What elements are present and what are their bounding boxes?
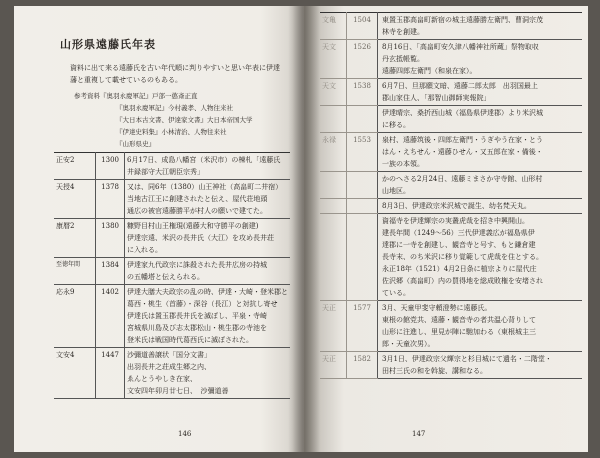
event-line: 伊達家九代政宗に誅殺された長井広房の持城 <box>127 261 267 269</box>
year-cell <box>347 214 378 301</box>
event-line: 伊達氏は置玉郡長井氏を滅ぼし、平泉・寺崎 <box>127 312 267 320</box>
event-cell <box>125 258 291 285</box>
event-line: 3月、天童甲斐守頼澄勢に遠藤氏。 <box>382 304 492 312</box>
event-line: 葛西・桃生（首藤）・深谷（長江）と対抗し寄せ <box>127 300 278 308</box>
event-line: 伊達大膳大夫政宗の乱の時、伊達・大崎・登米郡と <box>127 288 288 296</box>
event-line: かのへさる2月24日、遠藤ミまさか守寺館、山形村 <box>382 175 543 183</box>
event-cell <box>378 133 583 172</box>
event-line: 丹玄抵帳覧。 <box>382 55 424 63</box>
event-line: 建長年間（1249～56）三代伊達義広が福島県伊 <box>382 229 535 237</box>
event-cell <box>378 352 583 379</box>
table-row <box>320 172 582 199</box>
year-cell: 1378 <box>96 180 125 219</box>
event-line: 泉村、遠藤筑後・四郎左衛門・うぎやう在家・とう <box>382 136 543 144</box>
era-cell: 文亀 <box>320 13 347 40</box>
reference-item: 『大日本古文書、伊達家文書』大日本帝国大学 <box>116 116 253 124</box>
era-cell: 天文 <box>320 79 347 106</box>
references <box>74 90 253 150</box>
era-cell: 天正 <box>320 352 347 379</box>
event-line: 通広の被官遠藤勝平が村人の願いで建てた。 <box>127 207 267 215</box>
event-line: 8月16日、「高畠町安久津八幡神社所蔵」祭物取収 <box>382 43 539 51</box>
event-line: 東置玉郡高畠町新宿の城主遠藤勝左衛門、曹洞宗茂 <box>382 16 543 24</box>
table-row <box>320 133 582 172</box>
year-cell: 1384 <box>96 258 125 285</box>
table-row <box>54 258 290 285</box>
year-cell: 1553 <box>347 133 378 172</box>
year-cell: 1380 <box>96 219 125 258</box>
event-cell <box>378 79 583 106</box>
reference-item: 参考資料『奥羽永慶軍記』戸部一憨斎正直 <box>74 92 198 100</box>
event-line: 資福寺を伊達輝宗の実叢虎哉を招き中興開山。 <box>382 217 529 225</box>
era-cell: 文安4 <box>54 348 96 399</box>
event-line: ゑんとうやしき在家、 <box>127 375 197 383</box>
table-row <box>320 199 582 214</box>
event-line: 田村三氏の和を斡旋、講和なる。 <box>382 367 487 375</box>
era-cell: 天正 <box>320 301 347 352</box>
year-cell: 1526 <box>347 40 378 79</box>
table-row <box>320 301 582 352</box>
page-title: 山形県遠藤氏年表 <box>60 38 156 51</box>
year-cell: 1402 <box>96 285 125 348</box>
event-cell <box>125 219 291 258</box>
event-line: 井録部守大江朝臣宗秀」 <box>127 168 204 176</box>
event-cell <box>125 153 291 180</box>
year-cell: 1300 <box>96 153 125 180</box>
event-line: 遠藤四郎左衛門（和泉在家）。 <box>382 67 477 75</box>
chronology-table-left <box>54 152 290 399</box>
event-line: 山地区。 <box>382 187 410 195</box>
table-row <box>320 13 582 40</box>
era-cell <box>320 172 347 199</box>
event-line: に入れる。 <box>127 246 162 254</box>
table-row <box>54 153 290 180</box>
era-cell: 康暦2 <box>54 219 96 258</box>
reference-item: 『山形県史』 <box>116 140 155 148</box>
event-cell <box>125 348 291 399</box>
table-row <box>320 40 582 79</box>
event-line: 8月3日、伊達政宗米沢城で誕生、幼名梵天丸。 <box>382 202 531 210</box>
table-row <box>54 180 290 219</box>
era-cell <box>320 106 347 133</box>
event-line: 宮城県川島及び志太郡松山・桃生郡の寺池を <box>127 324 267 332</box>
event-line: 沙彌道善譲状「国分文書」 <box>127 351 211 359</box>
event-line: 永正18年（1521）4月2日条に植宗よりに屋代庄 <box>382 265 537 273</box>
era-cell: 正安2 <box>54 153 96 180</box>
event-line: 東根の館党共、遠藤・観音寺の者共温心背りして <box>382 316 536 324</box>
event-line: 3月1日、伊達政宗父輝宗と杉目城にて遺名・二階堂・ <box>382 355 552 363</box>
event-line: はん・えちせん・遠藤ひせん・又五郎在家・備後・ <box>382 148 543 156</box>
era-cell: 応永9 <box>54 285 96 348</box>
era-cell: 永禄 <box>320 133 347 172</box>
event-line: 林寺を創建。 <box>382 28 424 36</box>
table-row <box>54 219 290 258</box>
event-line: 登米氏は戦国時代葛西氏に滅ぼされた。 <box>127 336 253 344</box>
event-cell <box>378 301 583 352</box>
event-line: 一族の本領。 <box>382 160 424 168</box>
event-cell <box>378 106 583 133</box>
year-cell: 1538 <box>347 79 378 106</box>
year-cell: 1504 <box>347 13 378 40</box>
year-cell <box>347 172 378 199</box>
intro-text: 資料に出て来る遠藤氏を古い年代順に判りやすいと思い年表に伊達藩と重複して載せているのもある。 <box>70 64 280 84</box>
event-cell <box>125 180 291 219</box>
event-line: 長寺末、のち米沢に移り覚範して虎哉を住とする。 <box>382 253 543 261</box>
table-row <box>54 285 290 348</box>
event-line: ている。 <box>382 289 410 297</box>
event-cell <box>378 199 583 214</box>
event-line: 糠野目村山王権現(遠藤大和守勝平の創建) <box>127 222 259 230</box>
era-cell: 天文 <box>320 40 347 79</box>
book-gutter <box>288 6 320 452</box>
year-cell <box>347 199 378 214</box>
event-line: の五幡塔と伝えられる。 <box>127 273 204 281</box>
reference-item: 『奥羽永慶軍記』今村義孝、人物往来社 <box>116 104 233 112</box>
table-row <box>320 214 582 301</box>
event-line: に移る。 <box>382 121 410 129</box>
event-cell <box>378 214 583 301</box>
era-cell: 天授4 <box>54 180 96 219</box>
year-cell <box>347 106 378 133</box>
event-line: 出羽長井之荘成生郷之内、 <box>127 363 211 371</box>
year-cell: 1447 <box>96 348 125 399</box>
table-row <box>320 106 582 133</box>
table-row <box>320 352 582 379</box>
event-line: 達郡に一寺を創建し、観音寺と号す、もと鎌倉建 <box>382 241 536 249</box>
page-number-right: 147 <box>412 430 426 438</box>
event-line: 6月7日、旦那願文暗、遠藤二郎太郎 出羽国最上 <box>382 82 538 90</box>
event-cell <box>378 40 583 79</box>
event-line: 伊達宗遠、米沢の長井氏（大江）を攻め長井荘 <box>127 234 274 242</box>
era-cell <box>320 214 347 301</box>
reference-item: 『伊達史料集』小林清治、人物往来社 <box>116 128 227 136</box>
event-line: 当地古江王に創建されたと伝え、屋代荘地頭 <box>127 195 268 203</box>
event-line: 伊達晴宗、桑折西山城（福島県伊達郡）より米沢城 <box>382 109 543 117</box>
chronology-table-right <box>320 12 582 379</box>
table-row <box>54 348 290 399</box>
era-cell <box>320 199 347 214</box>
event-line: 又は、同6年（1380）山王神社（高畠町二井宿） <box>127 183 283 191</box>
event-line: 文安四年卯月廿七日、 沙彌道善 <box>127 387 229 395</box>
event-cell <box>378 13 583 40</box>
table-row <box>320 79 582 106</box>
era-cell: 至徳年間 <box>54 258 96 285</box>
year-cell: 1577 <box>347 301 378 352</box>
event-line: 山形に注進し、里見が陣に馳加わる（東根城主三 <box>382 328 536 336</box>
event-cell <box>378 172 583 199</box>
event-line: 郡山家住人、「那智山御師実報院」 <box>382 94 491 102</box>
page-number-left: 146 <box>178 430 192 438</box>
event-line: 佐沢郷（高畠町）内の買得地を総成敗権を安堵され <box>382 277 543 285</box>
year-cell: 1582 <box>347 352 378 379</box>
event-cell <box>125 285 291 348</box>
event-line: 6月17日、成島八幡宮（米沢市）の棟札「遠藤氏 <box>127 156 281 164</box>
event-line: 郎・天童次男）。 <box>382 340 435 348</box>
